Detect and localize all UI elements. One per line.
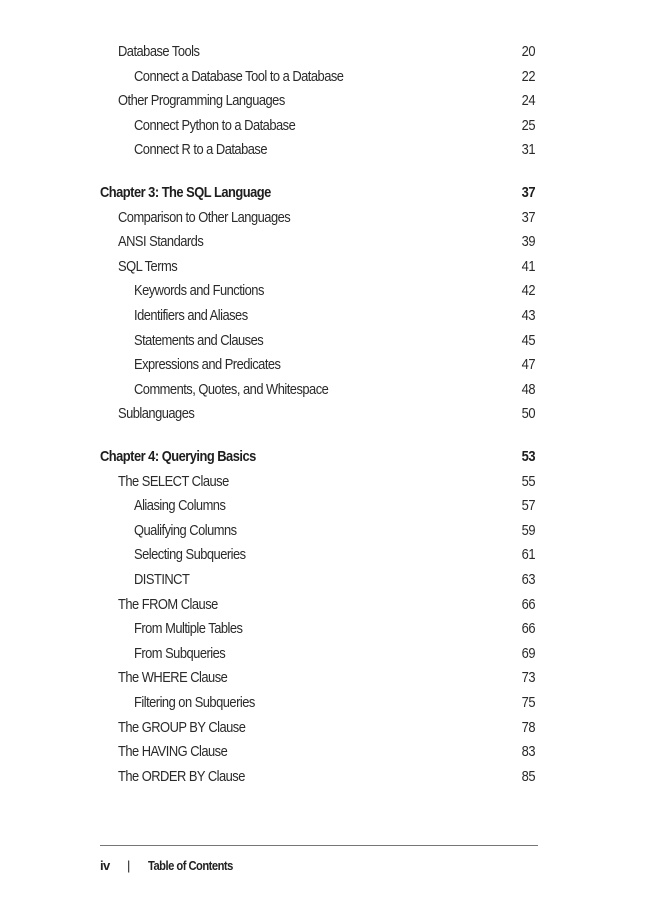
toc-entry[interactable] <box>0 618 568 640</box>
toc-entry-title: Connect R to a Database <box>133 141 267 159</box>
toc-entry-title: From Multiple Tables <box>133 620 243 638</box>
toc-entry[interactable] <box>0 90 568 112</box>
toc-entry-page-number: 47 <box>521 356 536 374</box>
toc-entry-title: Qualifying Columns <box>133 521 237 539</box>
toc-entry-title: Comparison to Other Languages <box>117 208 291 226</box>
toc-entry-title: Database Tools <box>117 43 200 60</box>
toc-entry-page-number: 63 <box>521 571 536 588</box>
toc-entry-page-number: 59 <box>521 521 536 539</box>
toc-entry[interactable] <box>0 717 568 739</box>
toc-entry[interactable] <box>0 231 568 253</box>
toc-entry-page-number: 69 <box>521 644 536 662</box>
toc-entry-page-number: 43 <box>521 307 536 324</box>
toc-entry-page-number: 24 <box>521 92 536 110</box>
toc-entry-title: DISTINCT <box>133 571 190 588</box>
toc-entry-page-number: 61 <box>521 546 536 564</box>
footer-rule <box>100 845 538 846</box>
toc-entry[interactable] <box>0 643 568 665</box>
toc-chapter-entry[interactable] <box>0 446 568 468</box>
toc-entry[interactable] <box>0 667 568 689</box>
toc-entry[interactable] <box>0 741 568 763</box>
toc-entry-page-number: 57 <box>521 497 536 515</box>
toc-entry-page-number: 37 <box>521 184 536 201</box>
toc-entry-page-number: 39 <box>521 233 536 251</box>
toc-entry-title: Other Programming Languages <box>117 92 285 110</box>
toc-entry[interactable] <box>0 280 568 302</box>
toc-entry-page-number: 75 <box>521 694 536 711</box>
toc-entry-title: Identifiers and Aliases <box>133 307 248 324</box>
toc-entry[interactable] <box>0 256 568 278</box>
toc-entry[interactable] <box>0 403 568 425</box>
toc-entry[interactable] <box>0 115 568 137</box>
toc-entry-title: The SELECT Clause <box>117 472 229 490</box>
toc-entry-page-number: 50 <box>521 405 536 423</box>
toc-entry-title: ANSI Standards <box>117 233 204 251</box>
toc-entry[interactable] <box>0 569 568 591</box>
toc-entry-page-number: 53 <box>521 448 536 465</box>
toc-entry-page-number: 25 <box>521 116 536 134</box>
toc-entry-title: Filtering on Subqueries <box>133 694 255 711</box>
toc-entry[interactable] <box>0 495 568 517</box>
toc-entry-page-number: 78 <box>521 718 536 736</box>
toc-entry[interactable] <box>0 66 568 88</box>
toc-entry-title: Selecting Subqueries <box>133 546 246 564</box>
toc-entry-title: Comments, Quotes, and Whitespace <box>133 380 329 398</box>
toc-entry[interactable] <box>0 766 568 788</box>
toc-entry-page-number: 55 <box>521 472 536 490</box>
toc-entry[interactable] <box>0 520 568 542</box>
toc-entry[interactable] <box>0 330 568 352</box>
toc-entry-title: The ORDER BY Clause <box>117 767 245 785</box>
toc-entry-title: Expressions and Predicates <box>133 356 281 374</box>
toc-entry-page-number: 41 <box>521 257 536 275</box>
toc-entry-title: Aliasing Columns <box>133 497 226 515</box>
toc-entry-title: Keywords and Functions <box>133 282 264 300</box>
toc-entry-title: Statements and Clauses <box>133 331 264 349</box>
toc-chapter-entry[interactable] <box>0 182 568 204</box>
toc-entry-title: Chapter 3: The SQL Language <box>99 184 271 201</box>
toc-entry-page-number: 22 <box>521 67 536 85</box>
toc-entry-page-number: 48 <box>521 380 536 398</box>
toc-entry-title: The GROUP BY Clause <box>117 718 246 736</box>
toc-entry-title: Connect a Database Tool to a Database <box>133 67 344 85</box>
toc-entry-title: Sublanguages <box>117 405 195 423</box>
toc-entry-title: The FROM Clause <box>117 595 218 613</box>
toc-entry-page-number: 45 <box>521 331 536 349</box>
toc-entry-title: Connect Python to a Database <box>133 116 296 134</box>
toc-entry-page-number: 66 <box>521 620 536 638</box>
toc-entry-page-number: 31 <box>521 141 536 159</box>
toc-entry[interactable] <box>0 354 568 376</box>
toc-entry-title: SQL Terms <box>117 257 178 275</box>
toc-entry[interactable] <box>0 139 568 161</box>
toc-entry[interactable] <box>0 207 568 229</box>
toc-entry-title: From Subqueries <box>133 644 226 662</box>
toc-entry-title: The WHERE Clause <box>117 669 228 687</box>
toc-entry[interactable] <box>0 471 568 493</box>
toc-entry[interactable] <box>0 544 568 566</box>
toc-entry-page-number: 42 <box>521 282 536 300</box>
toc-entry-page-number: 20 <box>521 43 536 60</box>
toc-entry[interactable] <box>0 379 568 401</box>
toc-entry-page-number: 85 <box>521 767 536 785</box>
toc-entry[interactable] <box>0 41 568 63</box>
toc-entry-page-number: 83 <box>521 743 536 761</box>
toc-entry-title: The HAVING Clause <box>117 743 228 761</box>
toc-entry-page-number: 73 <box>521 669 536 687</box>
toc-entry-page-number: 66 <box>521 595 536 613</box>
toc-entry[interactable] <box>0 594 568 616</box>
toc-entry[interactable] <box>0 305 568 327</box>
toc-entry-title: Chapter 4: Querying Basics <box>99 448 256 465</box>
page-folio: iv <box>100 858 110 873</box>
running-title: Table of Contents <box>148 858 233 873</box>
footer-separator: | <box>127 858 130 873</box>
toc-entry[interactable] <box>0 692 568 714</box>
toc-entry-page-number: 37 <box>521 208 536 226</box>
